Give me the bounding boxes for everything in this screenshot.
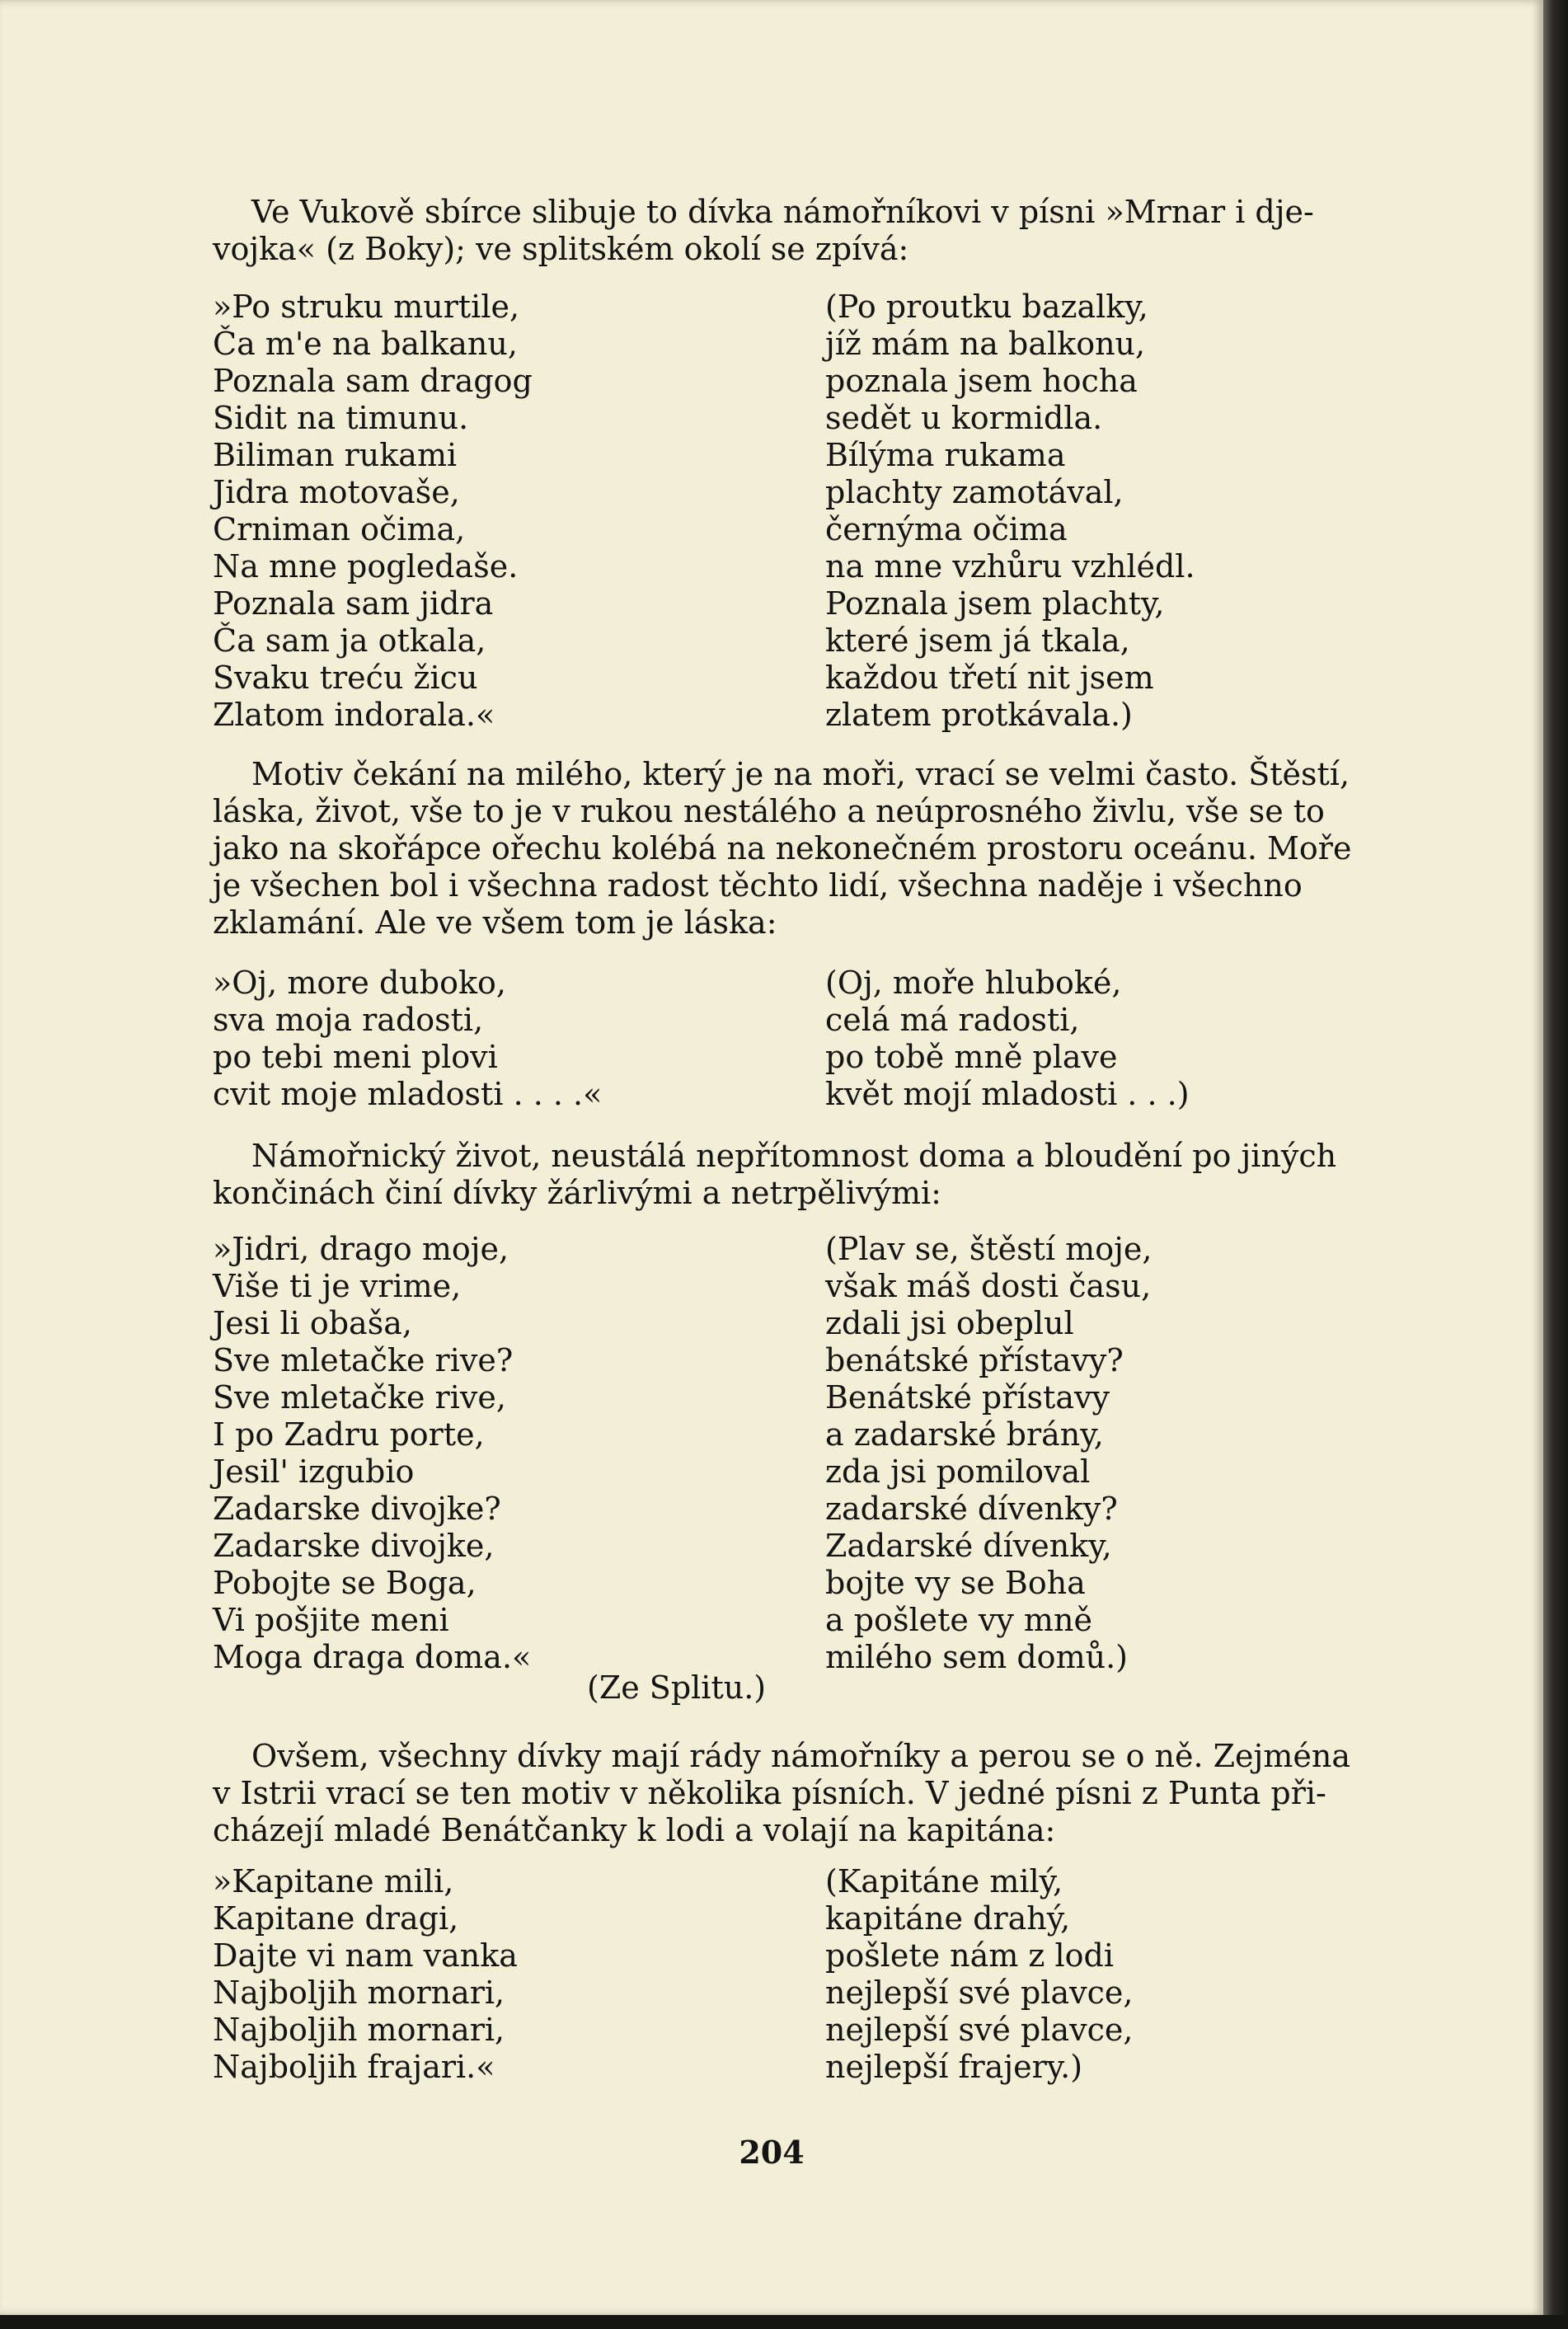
verse-line: Bílýma rukama xyxy=(825,437,1066,473)
verse-line: Biliman rukami xyxy=(213,437,458,473)
verse-line: »Jidri, drago moje, xyxy=(213,1231,509,1267)
verse-line: Ča m'e na balkanu, xyxy=(213,326,518,362)
verse-line: kapitáne drahý, xyxy=(825,1900,1071,1937)
paragraph-istria xyxy=(213,1738,1408,1849)
verse-line: Svaku treću žicu xyxy=(213,660,478,696)
verse-line: Moga draga doma.« xyxy=(213,1639,532,1675)
verse-line: a pošlete vy mně xyxy=(825,1602,1092,1638)
verse-line: Više ti je vrime, xyxy=(213,1268,462,1304)
poem-original-column xyxy=(213,965,602,1113)
verse-line: Pobojte se Boga, xyxy=(213,1565,477,1601)
verse-line: Benátské přístavy xyxy=(825,1379,1110,1416)
verse-line: Zadarske divojke, xyxy=(213,1528,495,1564)
paragraph-intro xyxy=(213,194,1408,268)
verse-line: zadarské dívenky? xyxy=(825,1491,1118,1527)
verse-line: Ča sam ja otkala, xyxy=(213,622,486,659)
poem-original-column xyxy=(213,289,533,734)
verse-line: (Plav se, štěstí moje, xyxy=(825,1231,1153,1267)
verse-line: jíž mám na balkonu, xyxy=(825,326,1146,362)
verse-line: plachty zamotával, xyxy=(825,474,1124,510)
page-edge-bottom xyxy=(0,2315,1568,2329)
verse-line: a zadarské brány, xyxy=(825,1416,1104,1453)
poem-original-column xyxy=(213,1863,518,2086)
poem-more-duboko xyxy=(213,965,1408,1113)
verse-line: po tebi meni plovi xyxy=(213,1039,498,1075)
text-line: Ovšem, všechny dívky mají rády námořníky a perou se o ně. Zejména xyxy=(251,1738,1350,1774)
verse-line: Najboljih mornari, xyxy=(213,1974,505,2011)
verse-line: cvit moje mladosti . . . .« xyxy=(213,1076,603,1112)
verse-line: (Kapitáne milý, xyxy=(825,1863,1063,1899)
verse-line: nejlepší své plavce, xyxy=(825,1974,1134,2011)
text-line: jako na skořápce ořechu kolébá na nekonečném prostoru oceánu. Moře xyxy=(213,830,1352,866)
verse-line: Dajte vi nam vanka xyxy=(213,1937,518,1974)
verse-line: Sve mletačke rive, xyxy=(213,1379,506,1416)
verse-line: však máš dosti času, xyxy=(825,1268,1152,1304)
verse-line: nejlepší frajery.) xyxy=(825,2049,1083,2085)
verse-line: sedět u kormidla. xyxy=(825,400,1103,436)
verse-line: bojte vy se Boha xyxy=(825,1565,1086,1601)
poem-murtile xyxy=(213,289,1408,734)
verse-line: I po Zadru porte, xyxy=(213,1416,485,1453)
text-line: láska, život, vše to je v rukou nestálého a neúprosného živlu, vše se to xyxy=(213,793,1325,829)
verse-line: benátské přístavy? xyxy=(825,1342,1124,1378)
paragraph-waiting-motif xyxy=(213,756,1408,941)
verse-line: Zlatom indorala.« xyxy=(213,697,495,733)
verse-line: poznala jsem hocha xyxy=(825,363,1138,399)
poem-translation-column xyxy=(825,965,1190,1113)
poem-kapitane xyxy=(213,1863,1408,2086)
verse-line: květ mojí mladosti . . .) xyxy=(825,1076,1190,1112)
verse-line: Jesi li obaša, xyxy=(213,1305,412,1341)
verse-line: pošlete nám z lodi xyxy=(825,1937,1115,1974)
poem-translation-column xyxy=(825,1231,1152,1676)
verse-line: sva moja radosti, xyxy=(213,1002,484,1038)
text-line: Námořnický život, neustálá nepřítomnost doma a bloudění po jiných xyxy=(251,1138,1337,1174)
text-line: zklamání. Ale ve všem tom je láska: xyxy=(213,904,777,941)
poem-source-note: (Ze Splitu.) xyxy=(587,1669,767,1706)
verse-line: Vi pošjite meni xyxy=(213,1602,449,1638)
paragraph-sailor-life xyxy=(213,1138,1408,1212)
verse-line: Jesil' izgubio xyxy=(213,1453,415,1490)
page-edge-right xyxy=(1543,0,1568,2329)
verse-line: černýma očima xyxy=(825,511,1068,547)
verse-line: Poznala sam dragog xyxy=(213,363,533,399)
verse-line: každou třetí nit jsem xyxy=(825,660,1154,696)
verse-line: po tobě mně plave xyxy=(825,1039,1118,1075)
poem-original-column xyxy=(213,1231,531,1676)
verse-line: Na mne pogledaše. xyxy=(213,548,519,585)
verse-line: Zadarske divojke? xyxy=(213,1491,501,1527)
page-number: 204 xyxy=(739,2134,805,2171)
verse-line: »Kapitane mili, xyxy=(213,1863,454,1899)
verse-line: milého sem domů.) xyxy=(825,1639,1128,1675)
poem-translation-column xyxy=(825,1863,1133,2086)
verse-line: na mne vzhůru vzhlédl. xyxy=(825,548,1195,585)
poem-translation-column xyxy=(825,289,1195,734)
text-line: Ve Vukově sbírce slibuje to dívka námořníkovi v písni »Mrnar i dje- xyxy=(251,194,1314,230)
verse-line: celá má radosti, xyxy=(825,1002,1080,1038)
verse-line: zlatem protkávala.) xyxy=(825,697,1133,733)
verse-line: zda jsi pomiloval xyxy=(825,1453,1091,1490)
verse-line: »Oj, more duboko, xyxy=(213,965,506,1001)
verse-line: nejlepší své plavce, xyxy=(825,2012,1134,2048)
text-line: cházejí mladé Benátčanky k lodi a volají na kapitána: xyxy=(213,1812,1056,1848)
verse-line: Zadarské dívenky, xyxy=(825,1528,1112,1564)
verse-line: které jsem já tkala, xyxy=(825,622,1130,659)
verse-line: Poznala jsem plachty, xyxy=(825,585,1165,622)
verse-line: zdali jsi obeplul xyxy=(825,1305,1074,1341)
verse-line: »Po struku murtile, xyxy=(213,289,520,325)
verse-line: (Oj, moře hluboké, xyxy=(825,965,1122,1001)
verse-line: Jidra motovaše, xyxy=(213,474,460,510)
verse-line: Poznala sam jidra xyxy=(213,585,494,622)
text-line: vojka« (z Boky); ve splitském okolí se zpívá: xyxy=(213,231,909,267)
text-line: v Istrii vrací se ten motiv v několika písních. V jedné písni z Punta při- xyxy=(213,1775,1326,1811)
poem-jidri-drago xyxy=(213,1231,1408,1676)
text-line: končinách činí dívky žárlivými a netrpělivými: xyxy=(213,1175,941,1211)
verse-line: (Po proutku bazalky, xyxy=(825,289,1148,325)
verse-line: Najboljih frajari.« xyxy=(213,2049,495,2085)
text-line: je všechen bol i všechna radost těchto lidí, všechna naděje i všechno xyxy=(213,867,1303,904)
verse-line: Sve mletačke rive? xyxy=(213,1342,514,1378)
verse-line: Crniman očima, xyxy=(213,511,466,547)
text-line: Motiv čekání na milého, který je na moři, vrací se velmi často. Štěstí, xyxy=(251,756,1350,792)
verse-line: Kapitane dragi, xyxy=(213,1900,459,1937)
verse-line: Najboljih mornari, xyxy=(213,2012,505,2048)
verse-line: Sidit na timunu. xyxy=(213,400,469,436)
